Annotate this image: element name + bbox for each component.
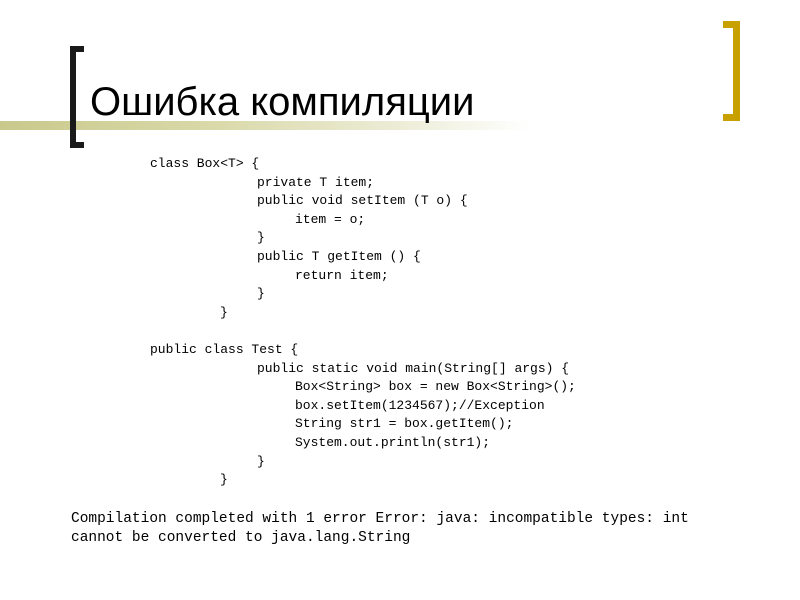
code-line: class Box<T> { <box>150 156 260 171</box>
compiler-output <box>71 510 689 548</box>
slide-title: Ошибка компиляции <box>90 80 475 124</box>
code-line: box.setItem(1234567);//Exception <box>295 397 545 413</box>
code-line: System.out.println(str1); <box>295 434 491 450</box>
code-line: } <box>257 230 265 246</box>
output-line: cannot be converted to java.lang.String <box>71 530 411 546</box>
code-line: } <box>220 304 228 320</box>
code-line: private T item; <box>257 174 375 190</box>
code-line: public static void main(String[] args) { <box>257 360 570 376</box>
code-block <box>0 155 576 490</box>
code-line: public class Test { <box>150 341 299 357</box>
code-line: String str1 = box.getItem(); <box>295 416 514 432</box>
code-line: return item; <box>295 267 389 283</box>
code-line: } <box>220 472 228 488</box>
code-line: Box<String> box = new Box<String>(); <box>295 379 576 395</box>
output-line: Compilation completed with 1 error Error: java: incompatible types: int <box>71 511 689 527</box>
code-line: } <box>257 453 265 469</box>
code-line: public void setItem (T o) { <box>257 193 468 209</box>
code-line: item = o; <box>295 211 366 227</box>
right-bracket-decoration <box>723 21 740 121</box>
left-bracket-decoration <box>70 46 84 148</box>
code-line: } <box>257 286 265 302</box>
code-line <box>0 322 576 341</box>
code-line: public T getItem () { <box>257 248 421 264</box>
